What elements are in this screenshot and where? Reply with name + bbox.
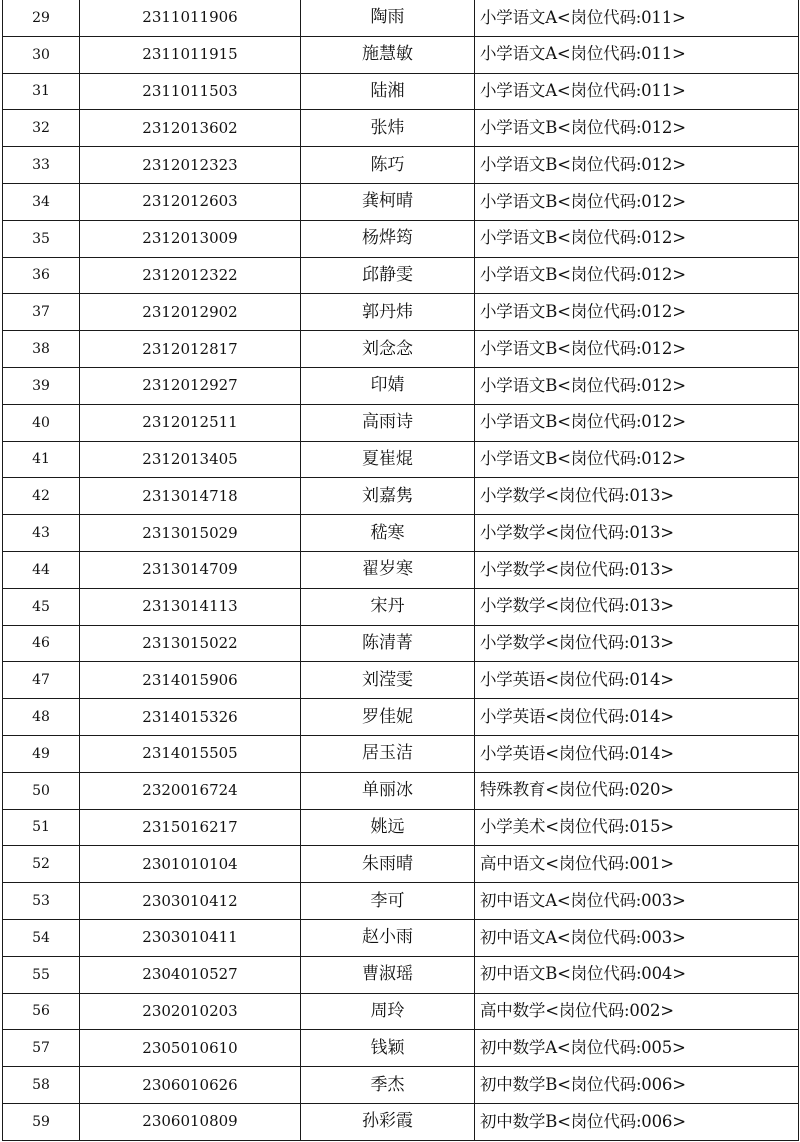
exam-number: 2313014709 <box>80 551 301 588</box>
post-position: 小学数学<岗位代码:013> <box>475 551 799 588</box>
post-position: 小学数学<岗位代码:013> <box>475 588 799 625</box>
row-number: 57 <box>3 1030 80 1067</box>
table-row <box>3 331 799 368</box>
table-row <box>3 735 799 772</box>
exam-number: 2303010412 <box>80 883 301 920</box>
candidate-name: 龚柯晴 <box>301 183 475 220</box>
row-number: 45 <box>3 588 80 625</box>
candidate-name: 刘滢雯 <box>301 662 475 699</box>
candidate-name: 陈清菁 <box>301 625 475 662</box>
post-position: 小学数学<岗位代码:013> <box>475 625 799 662</box>
table-row <box>3 73 799 110</box>
post-position: 初中语文A<岗位代码:003> <box>475 883 799 920</box>
row-number: 47 <box>3 662 80 699</box>
exam-number: 2312012511 <box>80 404 301 441</box>
candidate-name: 周玲 <box>301 993 475 1030</box>
exam-number: 2306010626 <box>80 1067 301 1104</box>
candidate-name: 陶雨 <box>301 0 475 36</box>
table-row <box>3 846 799 883</box>
exam-number: 2303010411 <box>80 919 301 956</box>
table-row <box>3 1103 799 1140</box>
table-row <box>3 1030 799 1067</box>
table-row <box>3 662 799 699</box>
exam-number: 2311011915 <box>80 36 301 73</box>
post-position: 小学语文A<岗位代码:011> <box>475 73 799 110</box>
candidate-name: 杨烨筠 <box>301 220 475 257</box>
candidate-name: 宋丹 <box>301 588 475 625</box>
candidate-name: 印婧 <box>301 367 475 404</box>
row-number: 54 <box>3 919 80 956</box>
row-number: 53 <box>3 883 80 920</box>
row-number: 32 <box>3 110 80 147</box>
row-number: 46 <box>3 625 80 662</box>
post-position: 小学语文B<岗位代码:012> <box>475 294 799 331</box>
row-number: 49 <box>3 735 80 772</box>
candidate-name: 刘念念 <box>301 331 475 368</box>
candidate-name: 陆湘 <box>301 73 475 110</box>
row-number: 34 <box>3 183 80 220</box>
row-number: 56 <box>3 993 80 1030</box>
table-row <box>3 588 799 625</box>
candidate-name: 钱颖 <box>301 1030 475 1067</box>
row-number: 55 <box>3 956 80 993</box>
exam-number: 2304010527 <box>80 956 301 993</box>
post-position: 小学英语<岗位代码:014> <box>475 662 799 699</box>
post-position: 小学语文B<岗位代码:012> <box>475 147 799 184</box>
table-row <box>3 919 799 956</box>
candidate-name: 赵小雨 <box>301 919 475 956</box>
table-row <box>3 294 799 331</box>
post-position: 小学英语<岗位代码:014> <box>475 735 799 772</box>
candidate-name: 居玉洁 <box>301 735 475 772</box>
row-number: 41 <box>3 441 80 478</box>
exam-number: 2313015022 <box>80 625 301 662</box>
post-position: 小学语文A<岗位代码:011> <box>475 0 799 36</box>
exam-number: 2313014113 <box>80 588 301 625</box>
candidate-table <box>2 0 799 1141</box>
post-position: 小学语文B<岗位代码:012> <box>475 441 799 478</box>
post-position: 小学语文B<岗位代码:012> <box>475 220 799 257</box>
candidate-name: 刘嘉隽 <box>301 478 475 515</box>
post-position: 高中数学<岗位代码:002> <box>475 993 799 1030</box>
candidate-name: 季杰 <box>301 1067 475 1104</box>
row-number: 40 <box>3 404 80 441</box>
post-position: 小学语文B<岗位代码:012> <box>475 183 799 220</box>
row-number: 42 <box>3 478 80 515</box>
row-number: 31 <box>3 73 80 110</box>
row-number: 44 <box>3 551 80 588</box>
table-row <box>3 36 799 73</box>
table-row <box>3 257 799 294</box>
table-row <box>3 367 799 404</box>
exam-number: 2311011906 <box>80 0 301 36</box>
table-row <box>3 956 799 993</box>
table-row <box>3 699 799 736</box>
candidate-name: 曹淑瑶 <box>301 956 475 993</box>
row-number: 59 <box>3 1103 80 1140</box>
post-position: 小学语文B<岗位代码:012> <box>475 257 799 294</box>
candidate-table-body <box>3 0 799 1140</box>
exam-number: 2314015326 <box>80 699 301 736</box>
post-position: 特殊教育<岗位代码:020> <box>475 772 799 809</box>
post-position: 小学数学<岗位代码:013> <box>475 478 799 515</box>
table-row <box>3 551 799 588</box>
row-number: 52 <box>3 846 80 883</box>
exam-number: 2302010203 <box>80 993 301 1030</box>
table-row <box>3 883 799 920</box>
exam-number: 2311011503 <box>80 73 301 110</box>
post-position: 初中数学B<岗位代码:006> <box>475 1103 799 1140</box>
row-number: 30 <box>3 36 80 73</box>
table-row <box>3 1067 799 1104</box>
candidate-name: 高雨诗 <box>301 404 475 441</box>
row-number: 36 <box>3 257 80 294</box>
candidate-name: 夏崔焜 <box>301 441 475 478</box>
table-row <box>3 478 799 515</box>
candidate-name: 李可 <box>301 883 475 920</box>
table-row <box>3 110 799 147</box>
post-position: 小学数学<岗位代码:013> <box>475 515 799 552</box>
candidate-name: 翟岁寒 <box>301 551 475 588</box>
exam-number: 2301010104 <box>80 846 301 883</box>
exam-number: 2312013009 <box>80 220 301 257</box>
candidate-name: 陈巧 <box>301 147 475 184</box>
post-position: 小学美术<岗位代码:015> <box>475 809 799 846</box>
candidate-name: 张炜 <box>301 110 475 147</box>
exam-number: 2312013602 <box>80 110 301 147</box>
table-row <box>3 993 799 1030</box>
post-position: 初中数学B<岗位代码:006> <box>475 1067 799 1104</box>
table-row <box>3 404 799 441</box>
post-position: 小学语文A<岗位代码:011> <box>475 36 799 73</box>
candidate-name: 朱雨晴 <box>301 846 475 883</box>
exam-number: 2306010809 <box>80 1103 301 1140</box>
exam-number: 2313015029 <box>80 515 301 552</box>
candidate-name: 姚远 <box>301 809 475 846</box>
candidate-name: 单丽冰 <box>301 772 475 809</box>
exam-number: 2305010610 <box>80 1030 301 1067</box>
row-number: 39 <box>3 367 80 404</box>
candidate-name: 嵇寒 <box>301 515 475 552</box>
row-number: 48 <box>3 699 80 736</box>
row-number: 38 <box>3 331 80 368</box>
row-number: 50 <box>3 772 80 809</box>
table-row <box>3 772 799 809</box>
post-position: 初中语文B<岗位代码:004> <box>475 956 799 993</box>
row-number: 51 <box>3 809 80 846</box>
row-number: 43 <box>3 515 80 552</box>
candidate-name: 施慧敏 <box>301 36 475 73</box>
exam-number: 2312012902 <box>80 294 301 331</box>
table-row <box>3 515 799 552</box>
post-position: 小学语文B<岗位代码:012> <box>475 404 799 441</box>
row-number: 29 <box>3 0 80 36</box>
post-position: 小学语文B<岗位代码:012> <box>475 110 799 147</box>
exam-number: 2312012927 <box>80 367 301 404</box>
exam-number: 2312012322 <box>80 257 301 294</box>
exam-number: 2312012603 <box>80 183 301 220</box>
post-position: 小学英语<岗位代码:014> <box>475 699 799 736</box>
exam-number: 2313014718 <box>80 478 301 515</box>
candidate-name: 邱静雯 <box>301 257 475 294</box>
post-position: 小学语文B<岗位代码:012> <box>475 367 799 404</box>
row-number: 35 <box>3 220 80 257</box>
row-number: 37 <box>3 294 80 331</box>
exam-number: 2314015906 <box>80 662 301 699</box>
row-number: 58 <box>3 1067 80 1104</box>
exam-number: 2312013405 <box>80 441 301 478</box>
exam-number: 2314015505 <box>80 735 301 772</box>
exam-number: 2312012817 <box>80 331 301 368</box>
post-position: 初中数学A<岗位代码:005> <box>475 1030 799 1067</box>
row-number: 33 <box>3 147 80 184</box>
post-position: 初中语文A<岗位代码:003> <box>475 919 799 956</box>
candidate-name: 郭丹炜 <box>301 294 475 331</box>
table-row <box>3 625 799 662</box>
exam-number: 2312012323 <box>80 147 301 184</box>
table-row <box>3 441 799 478</box>
candidate-name: 罗佳妮 <box>301 699 475 736</box>
post-position: 小学语文B<岗位代码:012> <box>475 331 799 368</box>
table-row <box>3 220 799 257</box>
table-row <box>3 0 799 36</box>
table-row <box>3 183 799 220</box>
exam-number: 2320016724 <box>80 772 301 809</box>
candidate-name: 孙彩霞 <box>301 1103 475 1140</box>
post-position: 高中语文<岗位代码:001> <box>475 846 799 883</box>
exam-number: 2315016217 <box>80 809 301 846</box>
table-row <box>3 809 799 846</box>
table-row <box>3 147 799 184</box>
